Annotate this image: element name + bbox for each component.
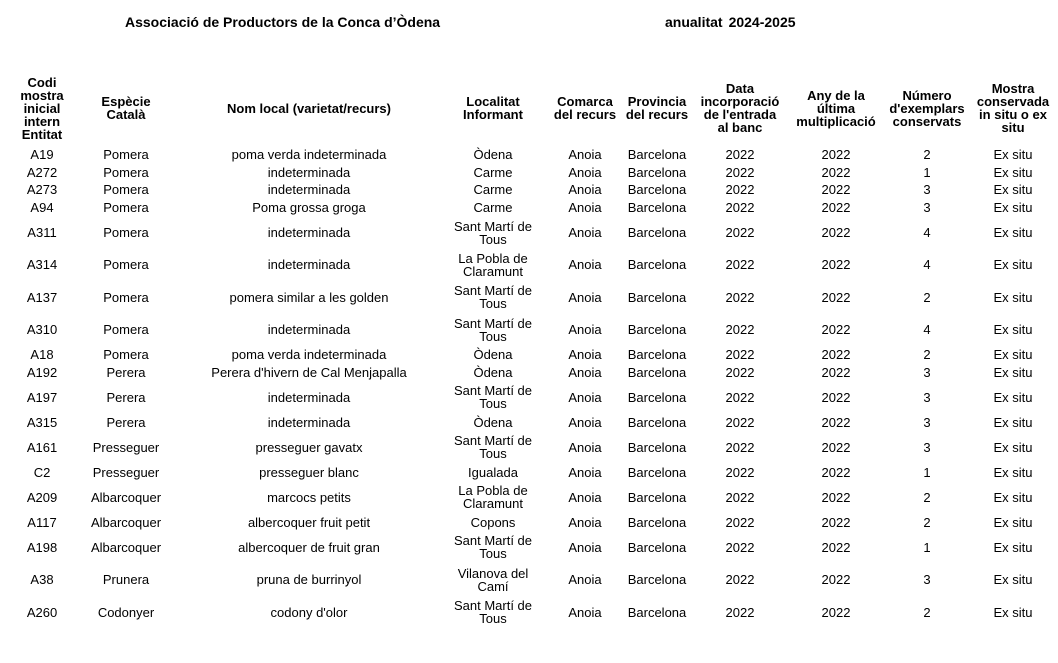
- cell-conservation: Ex situ: [993, 539, 1033, 555]
- cell-locality: Sant Martí de Tous: [453, 598, 533, 627]
- cell-count: 3: [923, 182, 931, 198]
- cell-code: A311: [27, 225, 57, 241]
- cell-comarca: Anoia: [568, 389, 602, 405]
- cell-date: 2022: [725, 147, 755, 163]
- cell-count: 1: [923, 539, 931, 555]
- cell-code: A18: [30, 347, 54, 363]
- cell-locality: Carme: [473, 164, 513, 180]
- cell-local-name: Poma grossa groga: [252, 200, 366, 216]
- cell-province: Barcelona: [627, 225, 687, 241]
- cell-conservation: Ex situ: [993, 147, 1033, 163]
- cell-locality: Òdena: [473, 364, 513, 380]
- cell-date: 2022: [725, 464, 755, 480]
- cell-comarca: Anoia: [568, 364, 602, 380]
- cell-code: A117: [27, 514, 57, 530]
- cell-date: 2022: [725, 200, 755, 216]
- cell-date: 2022: [725, 347, 755, 363]
- cell-year: 2022: [821, 200, 851, 216]
- table-row: [14, 464, 1058, 482]
- cell-code: A38: [30, 572, 54, 588]
- cell-comarca: Anoia: [568, 439, 602, 455]
- cell-year: 2022: [821, 289, 851, 305]
- cell-comarca: Anoia: [568, 200, 602, 216]
- cell-count: 3: [923, 364, 931, 380]
- cell-comarca: Anoia: [568, 289, 602, 305]
- period-label: anualitat: [665, 14, 723, 30]
- cell-code: A197: [26, 389, 58, 405]
- cell-count: 3: [923, 200, 931, 216]
- cell-year: 2022: [821, 322, 851, 338]
- cell-locality: Òdena: [473, 414, 513, 430]
- cell-locality: Sant Martí de Tous: [453, 283, 533, 312]
- cell-date: 2022: [725, 364, 755, 380]
- cell-year: 2022: [821, 364, 851, 380]
- cell-count: 2: [923, 604, 931, 620]
- cell-code: C2: [33, 464, 51, 480]
- cell-year: 2022: [821, 347, 851, 363]
- cell-date: 2022: [725, 289, 755, 305]
- cell-conservation: Ex situ: [993, 464, 1033, 480]
- cell-local-name: indeterminada: [267, 225, 351, 241]
- cell-conservation: Ex situ: [993, 289, 1033, 305]
- cell-province: Barcelona: [627, 539, 687, 555]
- cell-province: Barcelona: [627, 164, 687, 180]
- cell-year: 2022: [821, 539, 851, 555]
- cell-count: 3: [923, 439, 931, 455]
- cell-conservation: Ex situ: [993, 347, 1033, 363]
- cell-code: A310: [26, 322, 58, 338]
- cell-date: 2022: [725, 164, 755, 180]
- cell-code: A272: [26, 164, 58, 180]
- cell-local-name: codony d'olor: [270, 604, 348, 620]
- cell-date: 2022: [725, 514, 755, 530]
- cell-locality: Carme: [473, 200, 513, 216]
- cell-count: 4: [923, 322, 931, 338]
- cell-conservation: Ex situ: [993, 572, 1033, 588]
- cell-count: 3: [923, 414, 931, 430]
- cell-species: Prunera: [102, 572, 150, 588]
- cell-date: 2022: [725, 182, 755, 198]
- cell-locality: Copons: [470, 514, 516, 530]
- cell-date: 2022: [725, 389, 755, 405]
- col-header-conservation: Mostra conservada in situ o ex situ: [976, 81, 1050, 135]
- cell-species: Albarcoquer: [90, 489, 162, 505]
- cell-conservation: Ex situ: [993, 389, 1033, 405]
- cell-province: Barcelona: [627, 364, 687, 380]
- cell-local-name: poma verda indeterminada: [231, 347, 387, 363]
- cell-year: 2022: [821, 464, 851, 480]
- cell-province: Barcelona: [627, 322, 687, 338]
- cell-species: Perera: [106, 389, 146, 405]
- table-row: [14, 249, 1058, 281]
- table-row: [14, 381, 1058, 413]
- cell-local-name: Perera d'hivern de Cal Menjapalla: [211, 364, 407, 380]
- cell-locality: Sant Martí de Tous: [453, 218, 533, 247]
- col-header-local-name: Nom local (varietat/recurs): [226, 100, 391, 116]
- cell-year: 2022: [821, 182, 851, 198]
- cell-date: 2022: [725, 604, 755, 620]
- cell-conservation: Ex situ: [993, 514, 1033, 530]
- cell-count: 1: [923, 464, 931, 480]
- cell-local-name: presseguer blanc: [259, 464, 359, 480]
- cell-locality: La Pobla de Claramunt: [458, 483, 528, 512]
- table-row: [14, 531, 1058, 563]
- cell-year: 2022: [821, 604, 851, 620]
- cell-conservation: Ex situ: [993, 182, 1033, 198]
- period-heading: [665, 14, 796, 30]
- cell-local-name: albercoquer de fruit gran: [238, 539, 380, 555]
- cell-species: Pomera: [103, 182, 149, 198]
- cell-year: 2022: [821, 147, 851, 163]
- cell-date: 2022: [725, 414, 755, 430]
- cell-species: Pomera: [103, 289, 149, 305]
- col-header-count: Número d'exemplars conservats: [889, 87, 965, 129]
- table-row: [14, 314, 1058, 346]
- cell-local-name: marcocs petits: [267, 489, 351, 505]
- table-row: [14, 596, 1058, 628]
- cell-province: Barcelona: [627, 439, 687, 455]
- cell-count: 2: [923, 147, 931, 163]
- cell-locality: Vilanova del Camí: [457, 565, 529, 594]
- cell-conservation: Ex situ: [993, 604, 1033, 620]
- cell-comarca: Anoia: [568, 147, 602, 163]
- cell-date: 2022: [725, 572, 755, 588]
- table-header: [14, 70, 1058, 146]
- cell-date: 2022: [725, 225, 755, 241]
- cell-conservation: Ex situ: [993, 414, 1033, 430]
- cell-comarca: Anoia: [568, 464, 602, 480]
- cell-year: 2022: [821, 439, 851, 455]
- cell-local-name: poma verda indeterminada: [231, 147, 387, 163]
- cell-code: A260: [26, 604, 58, 620]
- cell-code: A198: [26, 539, 58, 555]
- cell-province: Barcelona: [627, 147, 687, 163]
- cell-date: 2022: [725, 257, 755, 273]
- cell-date: 2022: [725, 322, 755, 338]
- cell-locality: Sant Martí de Tous: [453, 433, 533, 462]
- cell-locality: La Pobla de Claramunt: [458, 250, 528, 279]
- cell-species: Pomera: [103, 147, 149, 163]
- cell-conservation: Ex situ: [993, 364, 1033, 380]
- cell-year: 2022: [821, 514, 851, 530]
- col-header-code: Codi mostra inicial intern Entitat: [20, 74, 64, 142]
- cell-province: Barcelona: [627, 572, 687, 588]
- cell-year: 2022: [821, 389, 851, 405]
- cell-province: Barcelona: [627, 489, 687, 505]
- table-row: [14, 364, 1058, 382]
- cell-local-name: indeterminada: [267, 389, 351, 405]
- cell-province: Barcelona: [627, 414, 687, 430]
- cell-count: 2: [923, 347, 931, 363]
- cell-comarca: Anoia: [568, 414, 602, 430]
- cell-locality: Sant Martí de Tous: [453, 315, 533, 344]
- cell-species: Pomera: [103, 347, 149, 363]
- cell-year: 2022: [821, 257, 851, 273]
- cell-species: Pomera: [103, 164, 149, 180]
- cell-comarca: Anoia: [568, 225, 602, 241]
- cell-locality: Òdena: [473, 347, 513, 363]
- cell-comarca: Anoia: [568, 489, 602, 505]
- cell-comarca: Anoia: [568, 514, 602, 530]
- cell-year: 2022: [821, 414, 851, 430]
- cell-count: 2: [923, 489, 931, 505]
- cell-conservation: Ex situ: [993, 164, 1033, 180]
- col-header-province: Provincia del recurs: [625, 94, 689, 122]
- table-row: [14, 199, 1058, 217]
- cell-code: A19: [30, 147, 54, 163]
- cell-comarca: Anoia: [568, 322, 602, 338]
- table-row: [14, 181, 1058, 199]
- cell-conservation: Ex situ: [993, 257, 1033, 273]
- cell-comarca: Anoia: [568, 164, 602, 180]
- cell-local-name: indeterminada: [267, 414, 351, 430]
- col-header-year: Any de la última multiplicació: [796, 87, 876, 129]
- cell-conservation: Ex situ: [993, 489, 1033, 505]
- cell-code: A161: [26, 439, 58, 455]
- cell-province: Barcelona: [627, 347, 687, 363]
- cell-local-name: indeterminada: [267, 322, 351, 338]
- table-row: [14, 431, 1058, 463]
- cell-count: 4: [923, 225, 931, 241]
- cell-date: 2022: [725, 539, 755, 555]
- cell-province: Barcelona: [627, 289, 687, 305]
- cell-comarca: Anoia: [568, 182, 602, 198]
- cell-conservation: Ex situ: [993, 439, 1033, 455]
- cell-locality: Òdena: [473, 147, 513, 163]
- cell-count: 2: [923, 289, 931, 305]
- cell-local-name: indeterminada: [267, 182, 351, 198]
- document-title: Associació de Productors de la Conca d’Òdena: [125, 14, 441, 30]
- cell-province: Barcelona: [627, 514, 687, 530]
- cell-comarca: Anoia: [568, 347, 602, 363]
- cell-code: A273: [26, 182, 58, 198]
- table-row: [14, 481, 1058, 513]
- cell-date: 2022: [725, 489, 755, 505]
- cell-conservation: Ex situ: [993, 322, 1033, 338]
- cell-code: A94: [30, 200, 54, 216]
- cell-comarca: Anoia: [568, 539, 602, 555]
- table-row: [14, 346, 1058, 364]
- resources-table: [14, 70, 1058, 628]
- cell-locality: Igualada: [468, 464, 518, 480]
- cell-species: Pomera: [103, 225, 149, 241]
- table-row: [14, 146, 1058, 164]
- col-header-comarca: Comarca del recurs: [553, 94, 617, 122]
- cell-species: Perera: [106, 414, 146, 430]
- cell-conservation: Ex situ: [993, 200, 1033, 216]
- table-row: [14, 281, 1058, 313]
- col-header-date: Data incorporació de l'entrada al banc: [700, 81, 780, 135]
- cell-code: A314: [26, 257, 58, 273]
- cell-locality: Sant Martí de Tous: [453, 383, 533, 412]
- cell-count: 1: [923, 164, 931, 180]
- cell-comarca: Anoia: [568, 257, 602, 273]
- cell-year: 2022: [821, 225, 851, 241]
- cell-count: 3: [923, 572, 931, 588]
- period-value: 2024-2025: [728, 14, 796, 30]
- cell-comarca: Anoia: [568, 572, 602, 588]
- table-row: [14, 216, 1058, 248]
- cell-code: A209: [26, 489, 58, 505]
- cell-count: 4: [923, 257, 931, 273]
- cell-locality: Sant Martí de Tous: [453, 533, 533, 562]
- cell-province: Barcelona: [627, 464, 687, 480]
- table-body: [14, 146, 1058, 628]
- cell-locality: Carme: [473, 182, 513, 198]
- cell-species: Codonyer: [97, 604, 155, 620]
- cell-species: Albarcoquer: [90, 539, 162, 555]
- cell-local-name: pomera similar a les golden: [229, 289, 389, 305]
- table-row: [14, 563, 1058, 595]
- cell-province: Barcelona: [627, 200, 687, 216]
- cell-local-name: albercoquer fruit petit: [247, 514, 371, 530]
- cell-conservation: Ex situ: [993, 225, 1033, 241]
- cell-province: Barcelona: [627, 604, 687, 620]
- table-row: [14, 513, 1058, 531]
- cell-code: A192: [26, 364, 58, 380]
- table-row: [14, 414, 1058, 432]
- cell-code: A315: [26, 414, 58, 430]
- cell-local-name: presseguer gavatx: [255, 439, 363, 455]
- cell-local-name: indeterminada: [267, 257, 351, 273]
- col-header-species: Espècie Català: [101, 94, 151, 122]
- cell-province: Barcelona: [627, 182, 687, 198]
- cell-comarca: Anoia: [568, 604, 602, 620]
- cell-local-name: indeterminada: [267, 164, 351, 180]
- cell-date: 2022: [725, 439, 755, 455]
- col-header-locality: Localitat Informant: [463, 94, 523, 122]
- cell-count: 2: [923, 514, 931, 530]
- cell-year: 2022: [821, 489, 851, 505]
- cell-species: Pomera: [103, 322, 149, 338]
- cell-species: Albarcoquer: [90, 514, 162, 530]
- cell-species: Presseguer: [92, 464, 160, 480]
- cell-local-name: pruna de burrinyol: [256, 572, 362, 588]
- cell-species: Perera: [106, 364, 146, 380]
- cell-species: Presseguer: [92, 439, 160, 455]
- cell-province: Barcelona: [627, 257, 687, 273]
- cell-province: Barcelona: [627, 389, 687, 405]
- cell-year: 2022: [821, 164, 851, 180]
- cell-species: Pomera: [103, 257, 149, 273]
- cell-code: A137: [26, 289, 58, 305]
- cell-count: 3: [923, 389, 931, 405]
- table-row: [14, 164, 1058, 182]
- cell-year: 2022: [821, 572, 851, 588]
- cell-species: Pomera: [103, 200, 149, 216]
